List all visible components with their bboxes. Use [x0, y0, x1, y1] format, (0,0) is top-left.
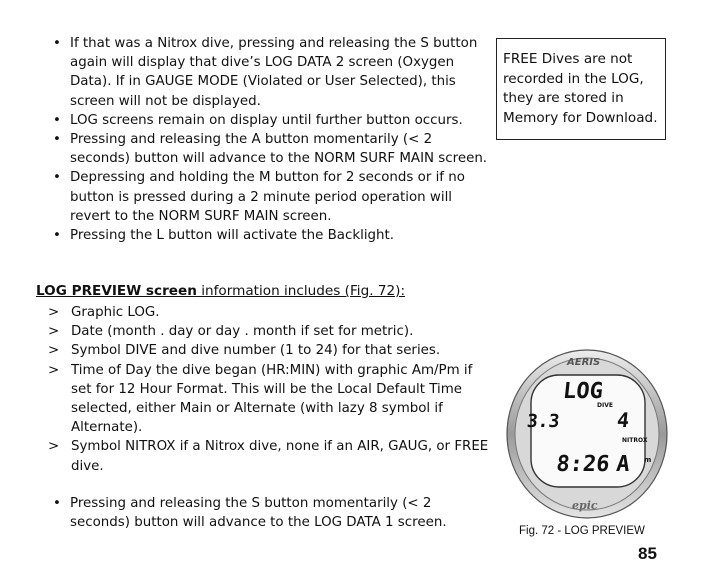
log-preview-heading-rest: information includes (Fig. 72): [196, 283, 406, 299]
dive-label: DIVE [597, 402, 613, 409]
log-preview-item: > Symbol DIVE and dive number (1 to 24) for that series. [36, 341, 496, 360]
nitrox-label: NITROX [622, 437, 648, 444]
log-graphic: LOG [561, 379, 605, 404]
time-readout: 8:26 [555, 452, 611, 477]
log-preview-item: > Date (month . day or day . month if set for metric). [36, 322, 496, 341]
brand-logo: AERIS [567, 357, 601, 368]
log-preview-heading [36, 283, 405, 299]
date-readout: 3.3 [525, 411, 561, 432]
bullet-item: • LOG screens remain on display until further button occurs. [35, 111, 495, 130]
dive-computer-figure [505, 345, 670, 520]
log-preview-item: > Time of Day the dive began (HR:MIN) with graphic Am/Pm if set for 12 Hour Format. This will be the Local Default Time selected, either Main or Alternate (with lazy 8 symbol if Alternate). [36, 361, 496, 438]
model-logo: epic [572, 499, 598, 512]
dive-number-readout: 4 [615, 408, 631, 432]
bullet-list-top [35, 34, 495, 245]
log-preview-list [36, 303, 496, 476]
figure-caption: Fig. 72 - LOG PREVIEW [519, 525, 645, 537]
page-number: 85 [638, 544, 657, 563]
bullet-item: • If that was a Nitrox dive, pressing and releasing the S button again will display that dive’s LOG DATA 2 screen (Oxygen Data). If in GAUGE MODE (Violated or User Selected), this screen will not be displayed. [35, 34, 495, 111]
bullet-item: • Pressing and releasing the S button momentarily (< 2 seconds) button will advance to the LOG DATA 1 screen. [35, 494, 495, 532]
free-dives-note-box: FREE Dives are not recorded in the LOG, they are stored in Memory for Download. [496, 38, 666, 140]
log-preview-item: > Graphic LOG. [36, 303, 496, 322]
bullet-item: • Depressing and holding the M button for 2 seconds or if no button is pressed during a 2 minute period operation will revert to the NORM SURF MAIN screen. [35, 168, 495, 226]
log-preview-heading-bold: LOG PREVIEW screen [36, 283, 197, 299]
ampm-graphic: A [615, 452, 631, 477]
bullet-item: • Pressing the L button will activate the Backlight. [35, 226, 495, 245]
bullet-list-bottom [35, 494, 495, 532]
bullet-item: • Pressing and releasing the A button momentarily (< 2 seconds) button will advance to the NORM SURF MAIN screen. [35, 130, 495, 168]
ampm-suffix: m [644, 456, 652, 464]
log-preview-item: > Symbol NITROX if a Nitrox dive, none if an AIR, GAUG, or FREE dive. [36, 437, 496, 475]
